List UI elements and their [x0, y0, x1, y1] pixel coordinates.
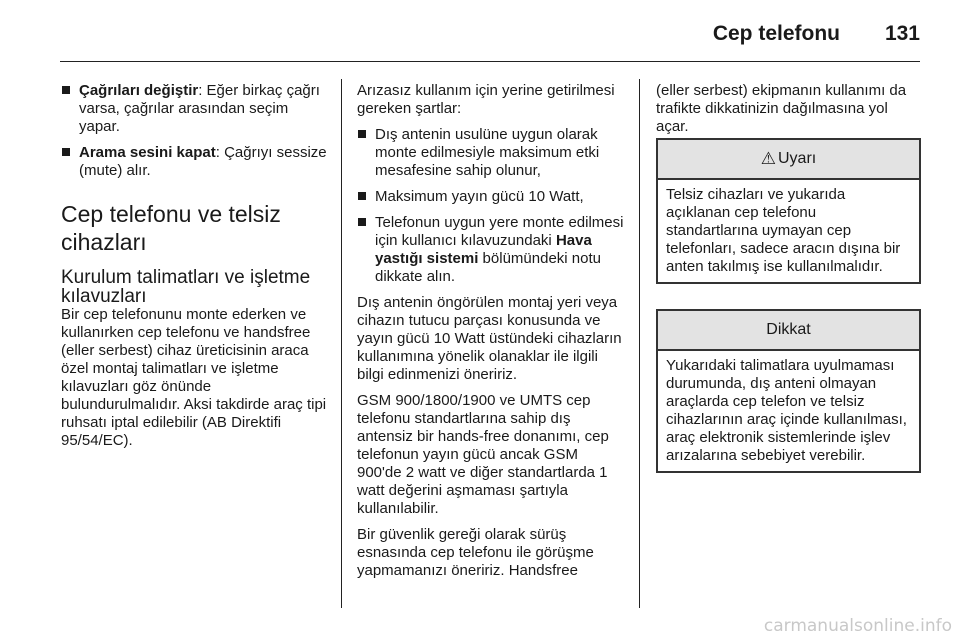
paragraph: Bir güvenlik gereği olarak sürüş esnasında cep telefonu ile görüşme yapmamanızı öneririz. Handsfree — [357, 526, 594, 579]
page-number: 131 — [884, 22, 920, 45]
bullet-term: Çağrıları değiştir — [79, 82, 199, 99]
column-1 — [61, 82, 327, 458]
paragraph: GSM 900/1800/1900 ve UMTS cep telefonu standartlarına sahip dış antensiz bir hands-free donanımı, cep telefonun yayın gücü ancak GSM 900'de 2 watt ve diğer standartlarda 1 watt değerini aşmaması şartıyla kullanılabilir. — [357, 392, 609, 517]
bullet-square-icon — [62, 86, 70, 94]
bullet-item — [357, 126, 625, 180]
warning-header — [658, 140, 919, 180]
header-divider — [60, 61, 920, 62]
section-heading: Cep telefonu ve telsiz cihazları — [61, 201, 281, 255]
warning-title: Uyarı — [778, 150, 817, 167]
caution-box — [656, 309, 921, 473]
bullet-item — [357, 214, 625, 286]
bullet-item — [61, 82, 327, 136]
bullet-square-icon — [358, 130, 366, 138]
bullet-item — [357, 188, 625, 206]
warning-body: Telsiz cihazları ve yukarıda açıklanan cep telefonu standartlarına uymayan cep telefonları, sadece aracın dışına bir anten takılmış ise kullanılmalıdır. — [666, 186, 901, 275]
bullet-text: Dış antenin usulüne uygun olarak monte edilmesiyle maksimum etki mesafesine sahip olunur, — [375, 126, 600, 179]
warning-box — [656, 138, 921, 284]
paragraph: Arızasız kullanım için yerine getirilmesi gereken şartlar: — [357, 82, 615, 117]
bullet-item — [61, 144, 327, 180]
bullet-text: Telefonun uygun yere monte edilmesi için kullanıcı kılavuzundaki — [375, 214, 624, 249]
warning-triangle-icon: ⚠ — [760, 149, 776, 168]
page-header-title: Cep telefonu — [712, 22, 840, 45]
column-2 — [357, 82, 625, 588]
caution-body: Yukarıdaki talimatlara uyulmaması durumunda, dış anteni olmayan araçlarda cep telefon ve telsiz cihazlarının araç içinde kullanılması, araç elektronik sistemlerinde işlev arızalarına sebebiyet verebilir. — [666, 357, 907, 464]
bullet-text: Maksimum yayın gücü 10 Watt, — [375, 188, 584, 205]
bullet-square-icon — [62, 148, 70, 156]
paragraph: Bir cep telefonunu monte ederken ve kullanırken cep telefonu ve handsfree (eller serbest) cihaz üreticisinin araca özel montaj talimatları ve işletme kılavuzları göz önünde bulundurulmalıdır. Aksi takdirde araç tipi ruhsatı iptal edilebilir (AB Direktifi 95/54/EC). — [61, 306, 327, 449]
column-3 — [656, 82, 922, 144]
paragraph: Dış antenin öngörülen montaj yeri veya cihazın tutucu parçası konusunda ve yayın gücü 10 Watt üstündeki cihazların kullanımına yönelik olanaklar ile ilgili bilgi edinmenizi öneririz. — [357, 294, 622, 383]
bullet-text: : Çağrıyı sessize (mute) alır. — [79, 144, 327, 179]
caution-header: Dikkat — [658, 311, 919, 351]
bullet-square-icon — [358, 218, 366, 226]
bullet-text: bölümündeki notu dikkate alın. — [375, 250, 601, 285]
watermark: carmanualsonline.info — [763, 616, 952, 636]
column-divider-1 — [341, 79, 342, 608]
bullet-term: Hava yastığı sistemi — [375, 232, 592, 267]
bullet-term: Arama sesini kapat — [79, 144, 216, 161]
bullet-square-icon — [358, 192, 366, 200]
column-divider-2 — [639, 79, 640, 608]
paragraph: (eller serbest) ekipmanın kullanımı da trafikte dikkatinizin dağılmasına yol açar. — [656, 82, 907, 135]
bullet-text: : Eğer birkaç çağrı varsa, çağrılar arasından seçim yapar. — [79, 82, 320, 135]
subsection-heading: Kurulum talimatları ve işletme kılavuzları — [61, 267, 311, 307]
